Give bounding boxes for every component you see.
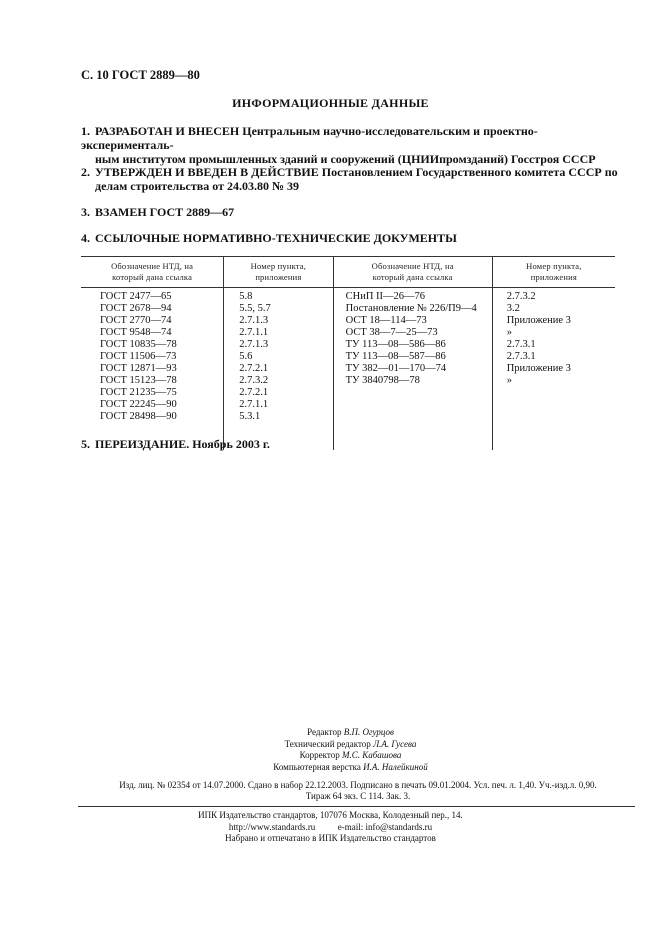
item-heading: РАЗРАБОТАН И ВНЕСЕН — [95, 124, 240, 138]
table-cell: ГОСТ 15123—78 — [100, 375, 177, 386]
table-cell: Постановление № 226/П9—4 — [345, 303, 477, 314]
info-item-1 — [81, 124, 621, 166]
table-cell: 2.7.1.1 — [239, 399, 269, 410]
column-clause-2 — [492, 288, 615, 450]
table-cell: ГОСТ 2770—74 — [100, 315, 172, 326]
publisher-printed-by: Набрано и отпечатано в ИПК Издательство стандартов — [225, 833, 436, 843]
divider — [78, 806, 635, 807]
print-info — [78, 780, 638, 802]
table-cell: 2.7.1.3 — [239, 315, 269, 326]
table-cell: 2.7.3.1 — [506, 351, 536, 362]
table-cell: ГОСТ 22245—90 — [100, 399, 177, 410]
table-cell: ТУ 113—08—587—86 — [345, 351, 446, 362]
item-number: 3. — [81, 205, 90, 219]
item-heading: УТВЕРЖДЕН И ВВЕДЕН В ДЕЙСТВИЕ — [95, 165, 319, 179]
table-cell: ГОСТ 2678—94 — [100, 303, 172, 314]
item-text-line2: ным институтом промышленных зданий и сооружений (ЦНИИпромзданий) Госстроя СССР — [95, 152, 596, 166]
table-cell: 2.7.2.1 — [239, 363, 269, 374]
info-item-5 — [81, 437, 621, 451]
credit-line: Корректор М.С. Кабашова — [299, 750, 402, 760]
table-cell: Приложение 3 — [506, 315, 571, 326]
table-cell: 2.7.1.3 — [239, 339, 269, 350]
item-text-line2: делам строительства от 24.03.80 № 39 — [95, 179, 300, 193]
credit-line: Технический редактор Л.А. Гусева — [284, 738, 417, 749]
table-cell: 2.7.3.2 — [239, 375, 269, 386]
table-cell: ТУ 382—01—170—74 — [345, 363, 447, 374]
credit-line: Редактор В.П. Огурцов — [307, 727, 394, 737]
publisher-contacts: http://www.standards.ru e-mail: info@standards.ru — [228, 821, 433, 832]
table-cell: Приложение 3 — [506, 363, 571, 374]
credit-line: Компьютерная верстка И.А. Налейкиной — [273, 761, 428, 772]
header-ntd-designation-1: Обозначение НТД, на который дана ссылка — [111, 261, 194, 282]
table-cell: 5.8 — [239, 291, 253, 302]
item-heading: ПЕРЕИЗДАНИЕ. Ноябрь 2003 г. — [95, 437, 270, 451]
item-number: 4. — [81, 231, 90, 245]
table-cell: 3.2 — [506, 303, 520, 314]
publisher-address: ИПК Издательство стандартов, 107076 Москва, Колодезный пер., 14. — [198, 810, 463, 820]
table-cell: ГОСТ 28498—90 — [100, 411, 177, 422]
page-header: С. 10 ГОСТ 2889—80 — [81, 68, 200, 82]
table-cell: ОСТ 38—7—25—73 — [345, 327, 438, 338]
table-cell: ТУ 3840798—78 — [345, 375, 420, 386]
table-header — [81, 257, 615, 288]
print-info-line2: Тираж 64 экз. С 114. Зак. 3. — [305, 791, 411, 801]
info-item-4 — [81, 231, 621, 245]
table-cell: » — [506, 375, 512, 386]
column-ntd-1 — [81, 288, 223, 450]
header-ntd-designation-2: Обозначение НТД, на который дана ссылка — [333, 257, 492, 287]
table-cell: ГОСТ 12871—93 — [100, 363, 177, 374]
table-cell: ГОСТ 21235—75 — [100, 387, 177, 398]
table-cell: 5.3.1 — [239, 411, 261, 422]
table-cell: 5.6 — [239, 351, 253, 362]
editorial-credits — [0, 727, 661, 773]
table-cell: ГОСТ 10835—78 — [100, 339, 177, 350]
item-number: 2. — [81, 165, 90, 179]
column-ntd-2 — [333, 288, 492, 450]
info-item-2 — [81, 165, 621, 193]
table-body — [81, 288, 615, 450]
item-number: 5. — [81, 437, 90, 451]
publisher-info — [0, 810, 661, 845]
reference-table — [81, 256, 615, 450]
table-cell: ТУ 113—08—586—86 — [345, 339, 446, 350]
item-text-line1: Центральным научно-исследовательским и проектно-эксперименталь- — [81, 124, 538, 152]
column-clause-1 — [223, 288, 332, 450]
print-info-line1: Изд. лиц. № 02354 от 14.07.2000. Сдано в набор 22.12.2003. Подписано в печать 09.01.2004. Усл. печ. л. 1,40. Уч.-изд.л. 0,90. — [119, 780, 597, 790]
page-title: ИНФОРМАЦИОННЫЕ ДАННЫЕ — [232, 96, 429, 110]
table-cell: 2.7.1.1 — [239, 327, 269, 338]
item-heading: ВЗАМЕН ГОСТ 2889—67 — [95, 205, 235, 219]
item-number: 1. — [81, 124, 90, 138]
table-cell: ГОСТ 9548—74 — [100, 327, 172, 338]
table-cell: ГОСТ 2477—65 — [100, 291, 172, 302]
item-text-line1: Постановлением Государственного комитета СССР по — [321, 165, 618, 179]
table-cell: 2.7.3.1 — [506, 339, 536, 350]
info-item-3 — [81, 205, 621, 219]
table-cell: 2.7.3.2 — [506, 291, 536, 302]
item-heading: ССЫЛОЧНЫЕ НОРМАТИВНО-ТЕХНИЧЕСКИЕ ДОКУМЕНТЫ — [95, 231, 457, 245]
header-clause-number-1: Номер пункта, приложения — [223, 257, 332, 287]
table-cell: 5.5, 5.7 — [239, 303, 271, 314]
table-cell: СНиП II—26—76 — [345, 291, 426, 302]
table-cell: ГОСТ 11506—73 — [100, 351, 177, 362]
table-cell: ОСТ 18—114—73 — [345, 315, 427, 326]
table-cell: » — [506, 327, 512, 338]
header-clause-number-2: Номер пункта, приложения — [492, 257, 615, 287]
table-cell: 2.7.2.1 — [239, 387, 269, 398]
